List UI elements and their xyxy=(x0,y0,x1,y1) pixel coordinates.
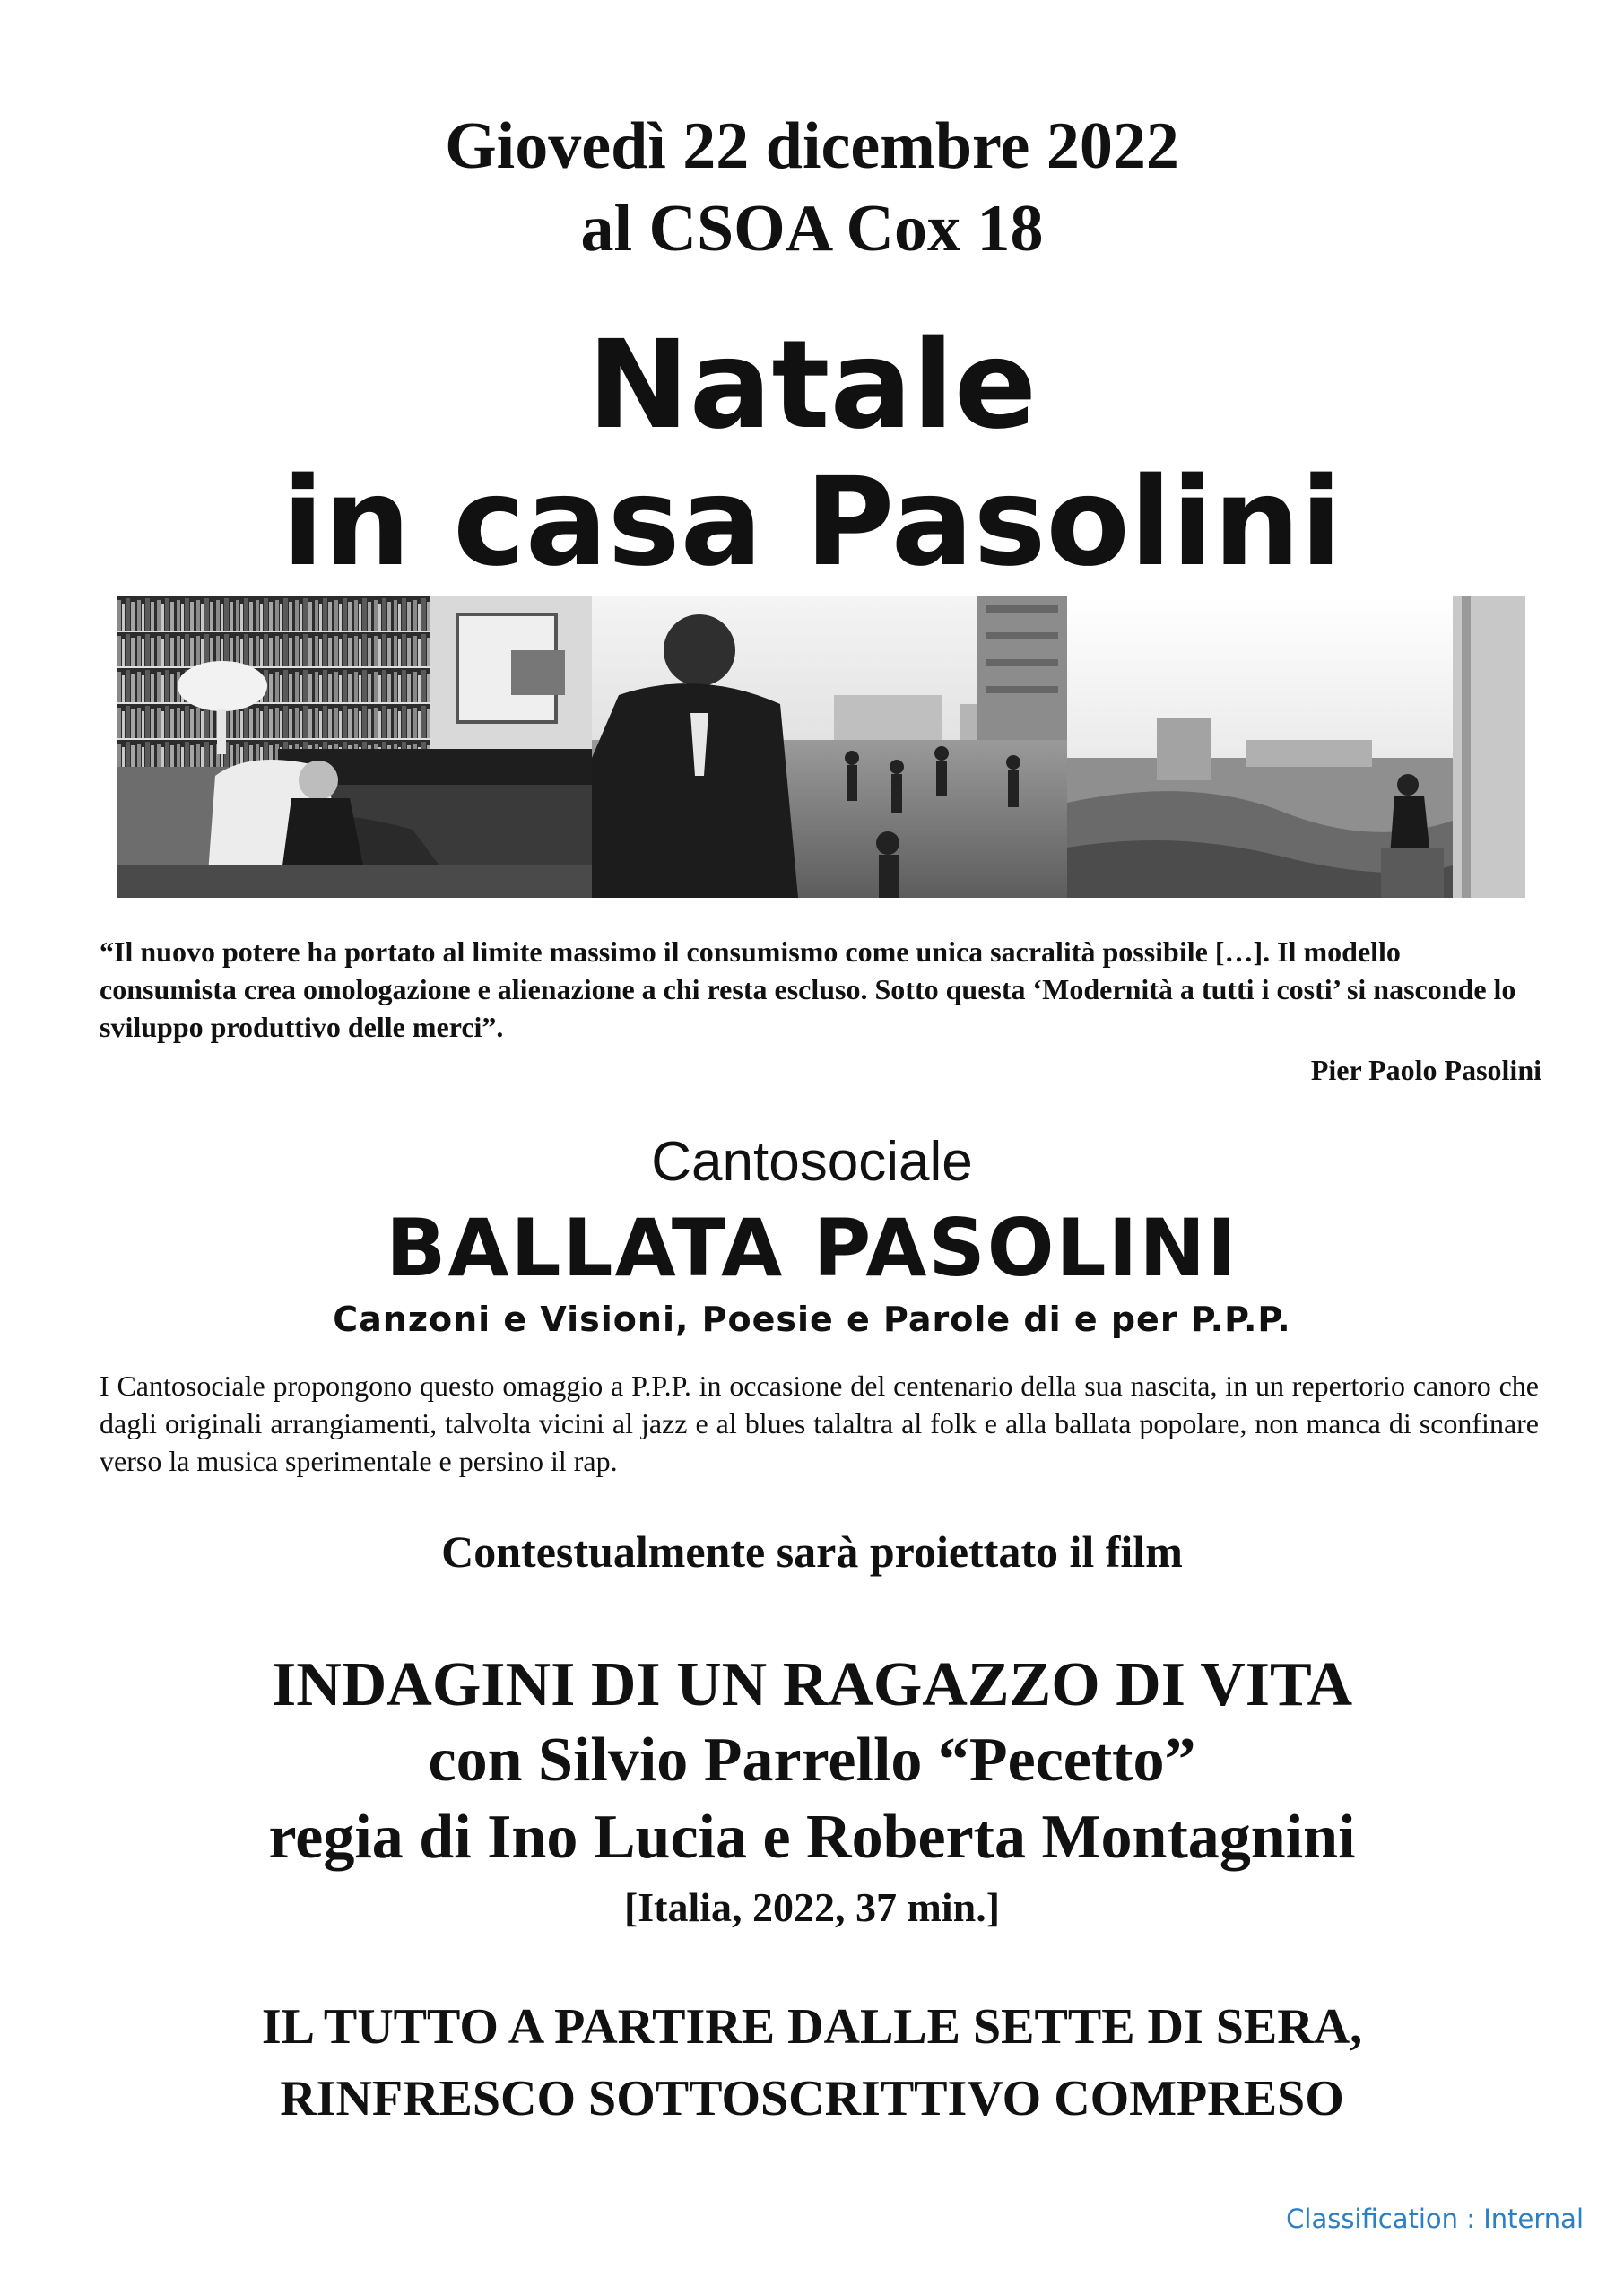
periphery-landscape-photo xyxy=(1067,596,1525,898)
event-date: Giovedì 22 dicembre 2022 xyxy=(445,109,1179,183)
film-intro: Contestualmente sarà proiettato il film xyxy=(441,1526,1183,1577)
photo-strip xyxy=(117,596,1525,898)
closing-line-1: IL TUTTO A PARTIRE DALLE SETTE DI SERA, xyxy=(261,1999,1363,2055)
show-title: BALLATA PASOLINI xyxy=(386,1202,1238,1294)
pasolini-quote: “Il nuovo potere ha portato al limite massimo il consumismo come unica sacralità possibile […]. Il modello consumista crea omologazione e alienazione a chi resta escluso. Sotto questa ‘Modernità a tutti i costi’ si nasconde lo sviluppo produttivo delle merci”. xyxy=(100,935,1516,1043)
main-title-line-2: in casa Pasolini xyxy=(282,452,1342,594)
film-info: [Italia, 2022, 37 min.] xyxy=(623,1884,1001,1930)
quote-author: Pier Paolo Pasolini xyxy=(1310,1054,1541,1086)
film-direction: regia di Ino Lucia e Roberta Montagnini xyxy=(268,1803,1356,1872)
show-subtitle: Canzoni e Visioni, Poesie e Parole di e per P.P.P. xyxy=(333,1300,1291,1339)
main-title-line-1: Natale xyxy=(586,315,1038,457)
film-cast: con Silvio Parrello “Pecetto” xyxy=(428,1726,1196,1795)
street-football-photo xyxy=(592,596,1067,898)
closing-line-2: RINFRESCO SOTTOSCRITTIVO COMPRESO xyxy=(280,2071,1344,2126)
group-name: Cantosociale xyxy=(651,1131,973,1193)
classification-label: Classification : Internal xyxy=(1286,2204,1584,2234)
film-title: INDAGINI DI UN RAGAZZO DI VITA xyxy=(271,1650,1353,1719)
event-venue: al CSOA Cox 18 xyxy=(580,192,1044,265)
show-description: I Cantosociale propongono questo omaggio a P.P.P. in occasione del centenario della sua nascita, in un repertorio canoro che dagli originali arrangiamenti, talvolta vicini al jazz e al blues talaltra al folk e alla ballata popolare, non manca di sconfinare verso la musica sperimentale e persino il rap. xyxy=(100,1370,1539,1477)
study-library-photo xyxy=(117,596,592,898)
